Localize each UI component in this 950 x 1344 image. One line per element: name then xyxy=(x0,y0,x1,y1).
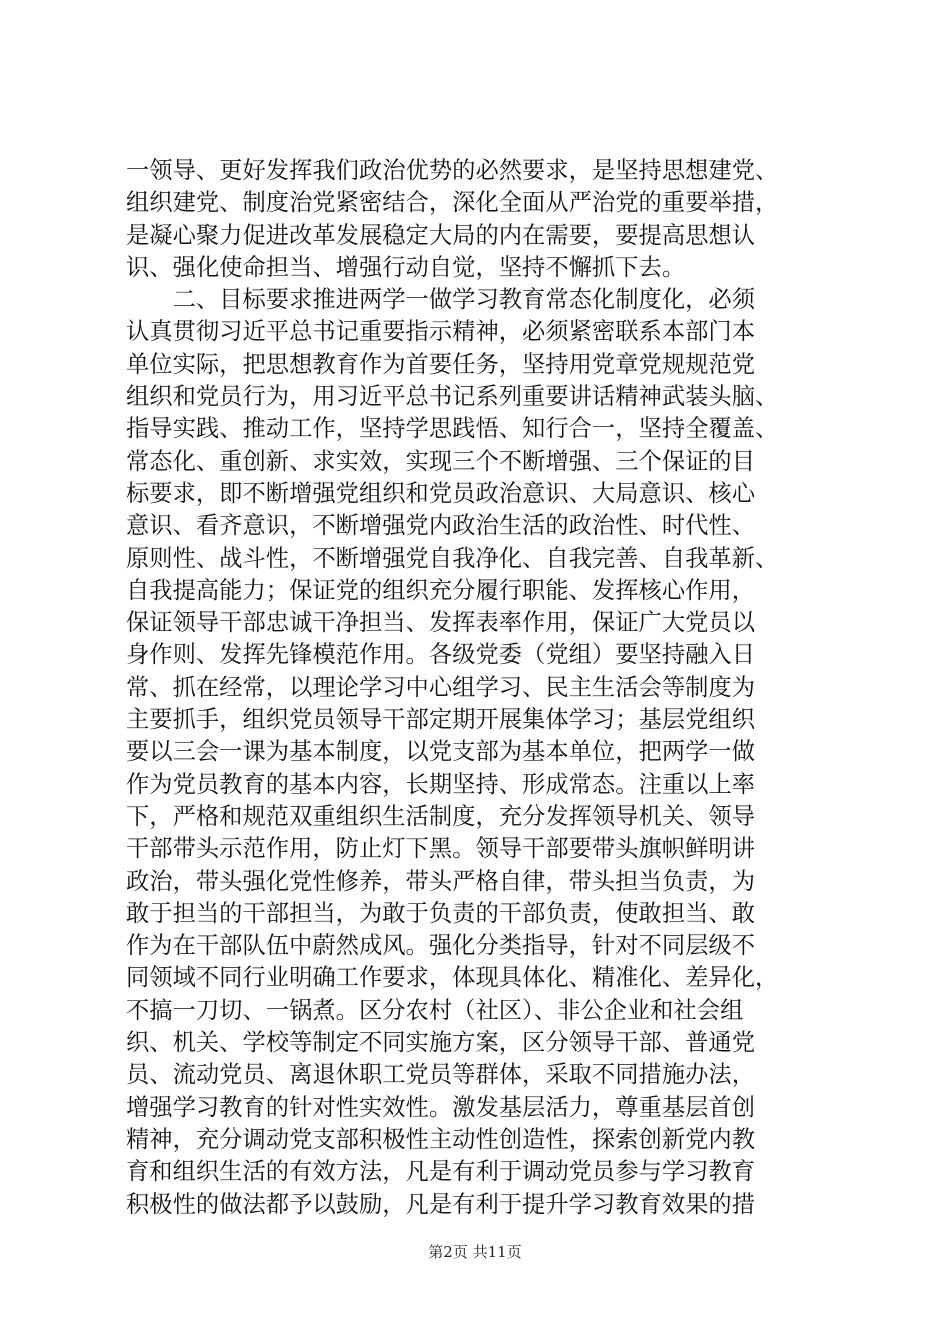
text-line: 识、强化使命担当、增强行动自觉，坚持不懈抓下去。 xyxy=(126,253,686,281)
text-line: 二、目标要求推进两学一做学习教育常态化制度化，必须 xyxy=(126,286,756,314)
text-line: 身作则、发挥先锋模范作用。各级党委（党组）要坚持融入日 xyxy=(126,641,756,669)
text-line: 敢于担当的干部担当，为敢于负责的干部负责，使敢担当、敢 xyxy=(126,899,756,927)
text-line: 增强学习教育的针对性实效性。激发基层活力，尊重基层首创 xyxy=(126,1093,756,1121)
text-line: 干部带头示范作用，防止灯下黑。领导干部要带头旗帜鲜明讲 xyxy=(126,835,756,863)
text-line: 精神，充分调动党支部积极性主动性创造性，探索创新党内教 xyxy=(126,1125,756,1153)
text-line: 织、机关、学校等制定不同实施方案，区分领导干部、普通党 xyxy=(126,1029,756,1057)
text-line: 政治，带头强化党性修养，带头严格自律，带头担当负责，为 xyxy=(126,867,756,895)
text-line: 主要抓手，组织党员领导干部定期开展集体学习；基层党组织 xyxy=(126,706,756,734)
text-line: 常、抓在经常，以理论学习中心组学习、民主生活会等制度为 xyxy=(126,673,756,701)
text-line: 不搞一刀切、一锅煮。区分农村（社区）、非公企业和社会组 xyxy=(126,996,744,1024)
text-line: 认真贯彻习近平总书记重要指示精神，必须紧密联系本部门本 xyxy=(126,318,756,346)
text-line: 意识、看齐意识，不断增强党内政治生活的政治性、时代性、 xyxy=(126,512,756,540)
text-line: 组织建党、制度治党紧密结合，深化全面从严治党的重要举措， xyxy=(126,189,779,217)
text-line: 保证领导干部忠诚干净担当、发挥表率作用，保证广大党员以 xyxy=(126,609,756,637)
text-line: 员、流动党员、离退休职工党员等群体，采取不同措施办法， xyxy=(126,1061,756,1089)
text-line: 作为在干部队伍中蔚然成风。强化分类指导，针对不同层级不 xyxy=(126,932,756,960)
text-line: 同领域不同行业明确工作要求，体现具体化、精准化、差异化， xyxy=(126,964,779,992)
text-line: 要以三会一课为基本制度，以党支部为基本单位，把两学一做 xyxy=(126,738,756,766)
page-number-footer: 第2页 共11页 xyxy=(428,1243,522,1261)
text-line: 一领导、更好发挥我们政治优势的必然要求，是坚持思想建党、 xyxy=(126,157,779,184)
text-line: 下，严格和规范双重组织生活制度，充分发挥领导机关、领导 xyxy=(126,802,756,830)
text-line: 是凝心聚力促进改革发展稳定大局的内在需要，要提高思想认 xyxy=(126,221,756,249)
text-line: 标要求，即不断增强党组织和党员政治意识、大局意识、核心 xyxy=(126,479,756,507)
text-line: 常态化、重创新、求实效，实现三个不断增强、三个保证的目 xyxy=(126,447,756,475)
text-line: 自我提高能力；保证党的组织充分履行职能、发挥核心作用， xyxy=(126,576,756,604)
text-line: 指导实践、推动工作，坚持学思践悟、知行合一，坚持全覆盖、 xyxy=(126,415,779,443)
text-line: 原则性、战斗性，不断增强党自我净化、自我完善、自我革新、 xyxy=(126,544,779,572)
text-line: 单位实际，把思想教育作为首要任务，坚持用党章党规规范党 xyxy=(126,350,756,378)
text-line: 作为党员教育的基本内容，长期坚持、形成常态。注重以上率 xyxy=(126,770,756,798)
document-body xyxy=(126,155,831,1221)
text-line: 积极性的做法都予以鼓励，凡是有利于提升学习教育效果的措 xyxy=(126,1190,756,1218)
text-line: 育和组织生活的有效方法，凡是有利于调动党员参与学习教育 xyxy=(126,1158,756,1186)
text-line: 组织和党员行为，用习近平总书记系列重要讲话精神武装头脑、 xyxy=(126,383,779,411)
